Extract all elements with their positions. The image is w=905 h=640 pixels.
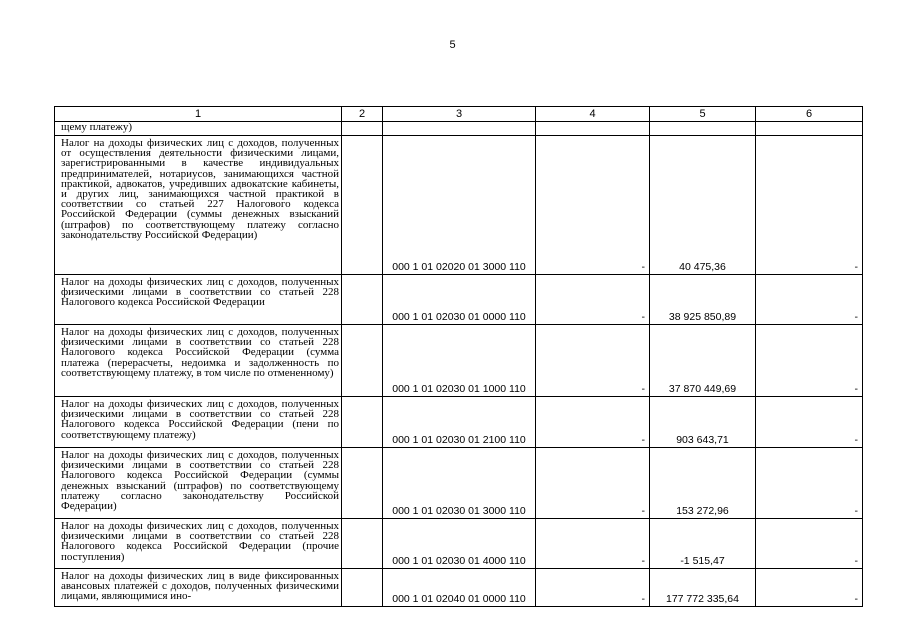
report-table bbox=[54, 106, 863, 607]
row-code: 000 1 01 02020 01 3000 110 bbox=[383, 136, 536, 275]
row-col2 bbox=[342, 275, 383, 325]
header-col-2: 2 bbox=[342, 107, 383, 122]
row-code: 000 1 01 02030 01 3000 110 bbox=[383, 448, 536, 519]
header-col-4: 4 bbox=[536, 107, 650, 122]
row-code: 000 1 01 02030 01 1000 110 bbox=[383, 325, 536, 397]
row-description: Налог на доходы физических лиц с доходов, полученных физическими лицами в соответствии со статьей 228 Налогового кодекса Российской Федерации bbox=[55, 275, 342, 325]
row-description: Налог на доходы физических лиц с доходов, полученных физическими лицами в соответствии со статьей 228 Налогового кодекса Российской Федерации (суммы денежных взысканий (штрафов) по соответствующему платежу согласно законодательству Российской Федерации) bbox=[55, 448, 342, 519]
row-col6: - bbox=[756, 275, 863, 325]
header-col-1: 1 bbox=[55, 107, 342, 122]
row-amount bbox=[650, 122, 756, 136]
row-amount: 177 772 335,64 bbox=[650, 569, 756, 607]
row-code: 000 1 01 02040 01 0000 110 bbox=[383, 569, 536, 607]
row-col6: - bbox=[756, 569, 863, 607]
table-header bbox=[55, 107, 863, 122]
row-col2 bbox=[342, 325, 383, 397]
row-col6: - bbox=[756, 325, 863, 397]
row-col4: - bbox=[536, 397, 650, 448]
row-col6: - bbox=[756, 448, 863, 519]
row-col4: - bbox=[536, 569, 650, 607]
row-code: 000 1 01 02030 01 0000 110 bbox=[383, 275, 536, 325]
table-row bbox=[55, 519, 863, 569]
row-col2 bbox=[342, 136, 383, 275]
row-description: Налог на доходы физических лиц с доходов, полученных физическими лицами в соответствии со статьей 228 Налогового кодекса Российской Федерации (сумма платежа (перерасчеты, недоимка и задолженность по соответствующему платежу, в том числе по отмененному) bbox=[55, 325, 342, 397]
row-code: 000 1 01 02030 01 4000 110 bbox=[383, 519, 536, 569]
row-amount: 40 475,36 bbox=[650, 136, 756, 275]
table-row bbox=[55, 122, 863, 136]
row-col2 bbox=[342, 397, 383, 448]
row-description: Налог на доходы физических лиц в виде фиксированных авансовых платежей с доходов, полученных физическими лицами, являющимися ино- bbox=[55, 569, 342, 607]
row-col4: - bbox=[536, 325, 650, 397]
row-amount: 37 870 449,69 bbox=[650, 325, 756, 397]
row-amount: -1 515,47 bbox=[650, 519, 756, 569]
header-col-6: 6 bbox=[756, 107, 863, 122]
row-col4: - bbox=[536, 136, 650, 275]
row-amount: 38 925 850,89 bbox=[650, 275, 756, 325]
header-row bbox=[55, 107, 863, 122]
table-row bbox=[55, 448, 863, 519]
table-row bbox=[55, 275, 863, 325]
row-code bbox=[383, 122, 536, 136]
row-col6: - bbox=[756, 397, 863, 448]
row-code: 000 1 01 02030 01 2100 110 bbox=[383, 397, 536, 448]
row-description: Налог на доходы физических лиц с доходов, полученных физическими лицами в соответствии со статьей 228 Налогового кодекса Российской Федерации (прочие поступления) bbox=[55, 519, 342, 569]
row-description: Налог на доходы физических лиц с доходов, полученных физическими лицами в соответствии со статьей 228 Налогового кодекса Российской Федерации (пени по соответствующему платежу) bbox=[55, 397, 342, 448]
row-col4: - bbox=[536, 448, 650, 519]
row-amount: 153 272,96 bbox=[650, 448, 756, 519]
row-col2 bbox=[342, 122, 383, 136]
row-description: щему платежу) bbox=[55, 122, 342, 136]
table-row bbox=[55, 325, 863, 397]
row-col2 bbox=[342, 448, 383, 519]
table-row bbox=[55, 569, 863, 607]
row-col6 bbox=[756, 122, 863, 136]
table-row bbox=[55, 136, 863, 275]
table-body bbox=[55, 122, 863, 607]
header-col-5: 5 bbox=[650, 107, 756, 122]
row-col4: - bbox=[536, 519, 650, 569]
row-description: Налог на доходы физических лиц с доходов, полученных от осуществления деятельности физическими лицами, зарегистрированными в качестве индивидуальных предпринимателей, нотариусов, занимающихся частной практикой, адвокатов, учредивших адвокатские кабинеты, и других лиц, занимающихся частной практикой в соответствии со статьей 227 Налогового кодекса Российской Федерации (суммы денежных взысканий (штрафов) по соответствующему платежу согласно законодательству Российской Федерации) bbox=[55, 136, 342, 275]
row-col4: - bbox=[536, 275, 650, 325]
row-col4 bbox=[536, 122, 650, 136]
row-col2 bbox=[342, 569, 383, 607]
row-col6: - bbox=[756, 136, 863, 275]
page-number: 5 bbox=[449, 39, 456, 51]
row-amount: 903 643,71 bbox=[650, 397, 756, 448]
header-col-3: 3 bbox=[383, 107, 536, 122]
row-col6: - bbox=[756, 519, 863, 569]
row-col2 bbox=[342, 519, 383, 569]
table-row bbox=[55, 397, 863, 448]
